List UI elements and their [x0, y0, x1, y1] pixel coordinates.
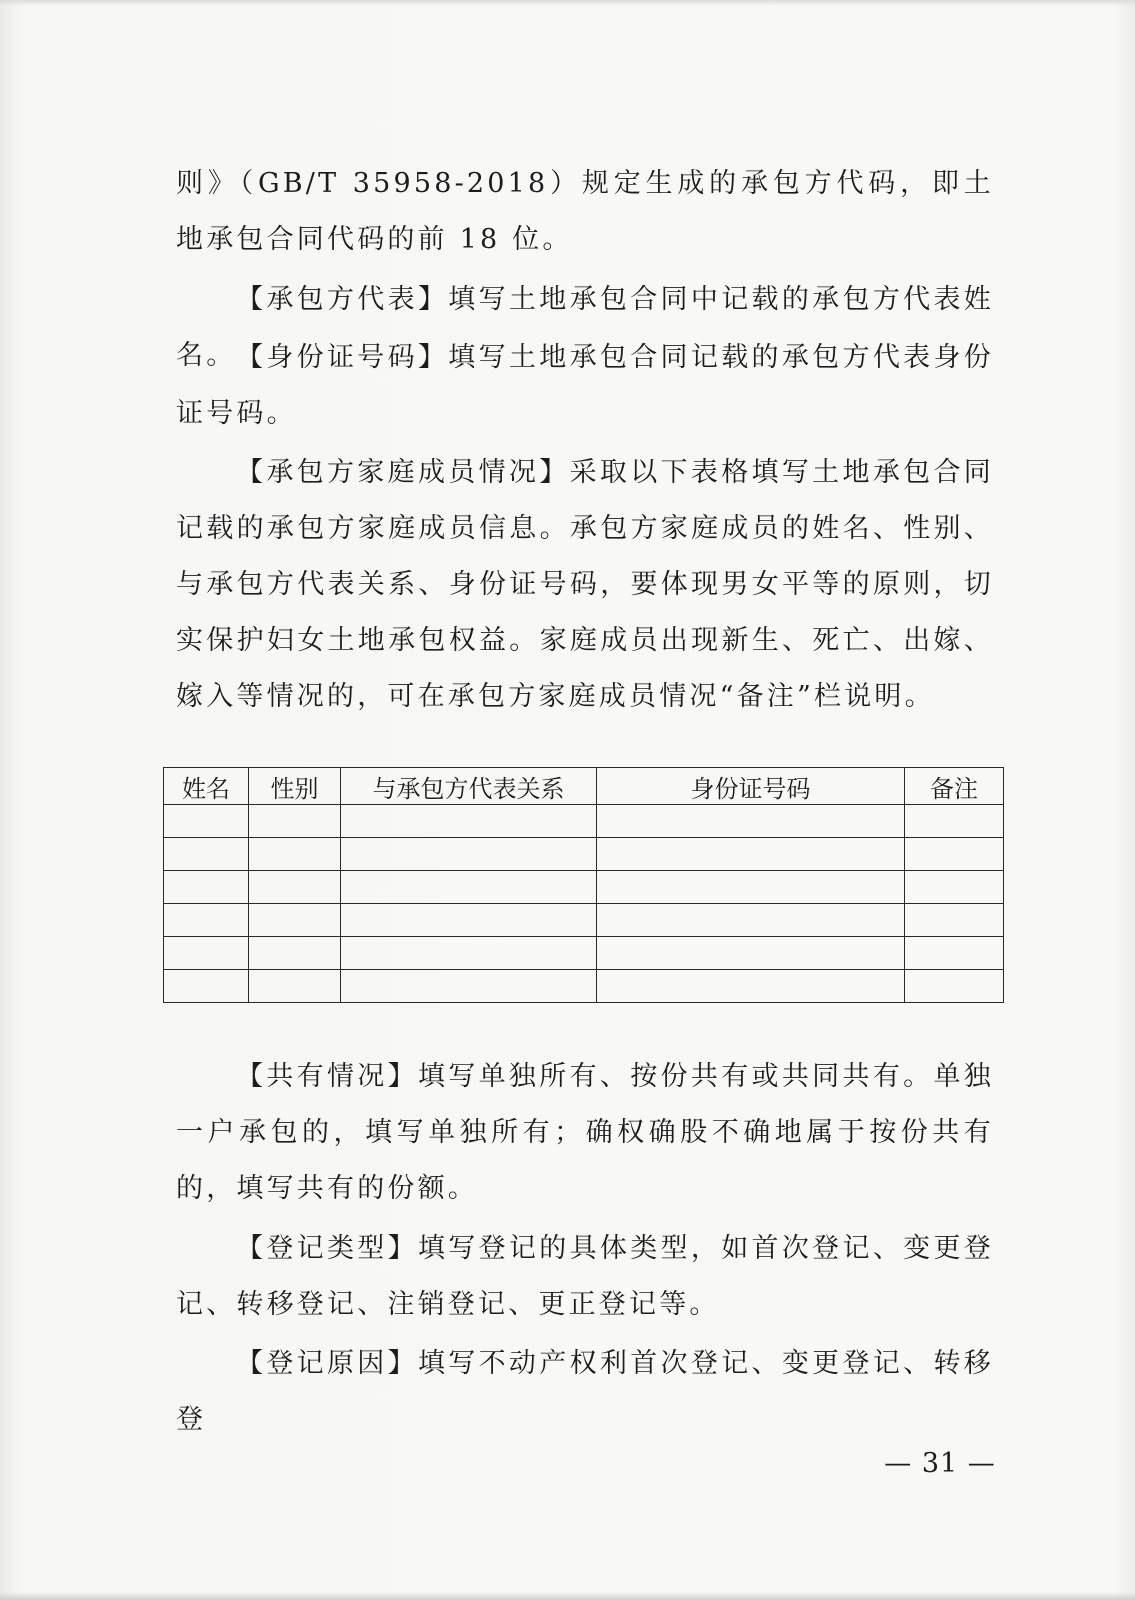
table-header-row: [164, 768, 1004, 805]
table-cell: [341, 838, 597, 871]
paragraph-text: 则》（GB/T 35958-2018）规定生成的承包方代码，即土地承包合同代码的前 18 位。: [176, 168, 994, 255]
table-body: [164, 805, 1004, 1003]
table-cell: [597, 805, 905, 838]
table-cell: [164, 871, 249, 904]
table-cell: [597, 871, 905, 904]
paragraph-co-ownership: [176, 1049, 994, 1217]
table-row: [164, 970, 1004, 1003]
paragraph-text: 【共有情况】填写单独所有、按份共有或共同共有。单独一户承包的，填写单独所有；确权确股不确地属于按份共有的，填写共有的份额。: [176, 1061, 994, 1204]
table-cell: [905, 805, 1004, 838]
table-row: [164, 937, 1004, 970]
table-cell: [164, 805, 249, 838]
table-cell: [249, 838, 341, 871]
header-gender: 性别: [249, 768, 341, 805]
paragraph-text: 【承包方家庭成员情况】采取以下表格填写土地承包合同记载的承包方家庭成员信息。承包方家庭成员的姓名、性别、与承包方代表关系、身份证号码，要体现男女平等的原则，切实保护妇女土地承包权益。家庭成员出现新生、死亡、出嫁、嫁入等情况的，可在承包方家庭成员情况“备注”栏说明。: [176, 457, 994, 712]
table-cell: [164, 937, 249, 970]
table-cell: [597, 937, 905, 970]
header-remarks: 备注: [905, 768, 1004, 805]
table-row: [164, 838, 1004, 871]
scan-edge-top: [0, 0, 1135, 6]
table-cell: [341, 970, 597, 1003]
paragraph-text: 【承包方代表】填写土地承包合同中记载的承包方代表姓名。: [176, 284, 994, 371]
header-name: 姓名: [164, 768, 249, 805]
table-cell: [905, 871, 1004, 904]
table-cell: [905, 937, 1004, 970]
table-cell: [249, 805, 341, 838]
table-cell: [341, 871, 597, 904]
table-cell: [341, 904, 597, 937]
table-cell: [597, 970, 905, 1003]
table-row: [164, 904, 1004, 937]
table-row: [164, 871, 1004, 904]
page-number: — 31 —: [884, 1448, 996, 1479]
table-cell: [905, 970, 1004, 1003]
paragraph-registration-reason: [176, 1336, 994, 1448]
paragraph-contractor-code: [176, 156, 994, 268]
table-cell: [164, 838, 249, 871]
paragraph-text: 【登记原因】填写不动产权利首次登记、变更登记、转移登: [176, 1348, 994, 1435]
table-cell: [164, 904, 249, 937]
table-cell: [905, 838, 1004, 871]
paragraph-text: 【登记类型】填写登记的具体类型，如首次登记、变更登记、转移登记、注销登记、更正登记等。: [176, 1233, 994, 1320]
header-id-number: 身份证号码: [597, 768, 905, 805]
paragraph-text: 【身份证号码】填写土地承包合同记载的承包方代表身份证号码。: [176, 342, 994, 429]
paragraph-registration-type: [176, 1221, 994, 1333]
table-cell: [341, 805, 597, 838]
paragraph-family-members: [176, 445, 994, 725]
table-cell: [249, 904, 341, 937]
table-cell: [597, 904, 905, 937]
table-row: [164, 805, 1004, 838]
table-cell: [249, 970, 341, 1003]
table-cell: [249, 871, 341, 904]
scan-edge-bottom: [0, 1592, 1135, 1600]
table-cell: [905, 904, 1004, 937]
table-cell: [341, 937, 597, 970]
table-cell: [164, 970, 249, 1003]
table-cell: [249, 937, 341, 970]
header-relationship: 与承包方代表关系: [341, 768, 597, 805]
family-members-table: [163, 767, 1004, 1003]
paragraph-id-number: [176, 330, 994, 442]
table-cell: [597, 838, 905, 871]
